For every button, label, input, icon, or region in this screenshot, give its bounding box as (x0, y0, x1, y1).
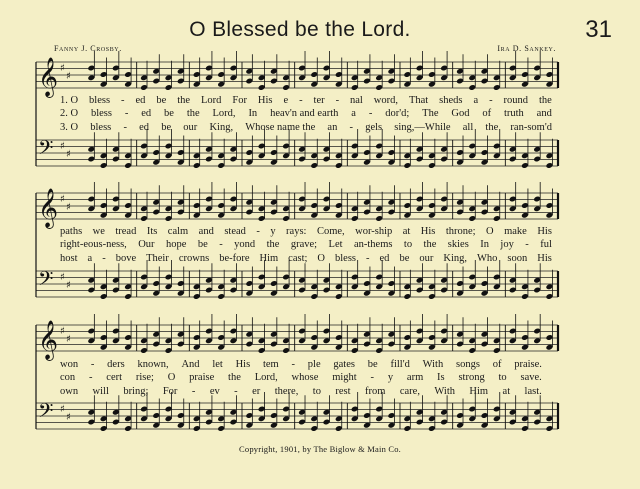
lyric-syllable: For (232, 95, 247, 106)
lyric-syllable: be (367, 359, 378, 370)
lyric-syllable: let (212, 359, 223, 370)
lyric-syllable: praise (189, 372, 215, 384)
lyric-syllable: Lord, (254, 372, 278, 384)
lyrics-system-1 (60, 94, 552, 134)
lyric-syllable: Let (328, 239, 343, 251)
sharp-icon: ♯ (66, 71, 71, 82)
lyric-syllable: - (366, 252, 370, 264)
lyric-syllable: Lord, (212, 108, 236, 120)
lyric-syllable: - (88, 372, 93, 384)
lyric-syllable: right-eous-ness, (60, 239, 127, 251)
lyric-syllable: from (365, 385, 386, 397)
lyric-syllable: our (183, 121, 198, 133)
lyric-syllable: ed (135, 95, 146, 106)
lyric-syllable: the (423, 239, 437, 251)
lyric-syllable: tem (262, 359, 279, 370)
lyric-syllable: con (60, 372, 76, 384)
lyric-syllable: be (161, 121, 172, 133)
lyric-syllable: songs (455, 359, 480, 370)
lyric-syllable: ev (209, 385, 220, 397)
lyric-line (60, 371, 542, 384)
lyric-syllable: an (327, 121, 338, 133)
lyric-syllable: Our (138, 239, 155, 251)
lyric-syllable: sing,—While (394, 121, 451, 133)
lyric-syllable: - (121, 95, 125, 106)
lyric-syllable: will (92, 385, 109, 397)
lyric-syllable: and (536, 108, 552, 120)
lyric-syllable: be (156, 95, 167, 106)
lyric-syllable: be (399, 252, 410, 264)
lyric-syllable: ed (141, 108, 152, 120)
lyric-syllable: to (312, 385, 321, 397)
sharp-icon: ♯ (60, 326, 65, 337)
composer-credit: Ira D. Sankey. (497, 44, 556, 53)
lyric-syllable: That (408, 95, 429, 106)
lyric-syllable: In (480, 239, 489, 251)
lyric-syllable: bring; (123, 385, 149, 397)
lyric-syllable: ter (313, 95, 325, 106)
lyric-syllable: at (402, 226, 411, 237)
lyric-syllable: rise; (135, 372, 154, 384)
lyric-syllable: er (252, 385, 261, 397)
lyric-syllable: 1. O (60, 95, 79, 106)
lyric-syllable: With (422, 359, 444, 370)
lyric-syllable: there, (274, 385, 299, 397)
author-credit: Fanny J. Crosby. (54, 44, 122, 53)
sharp-icon: ♯ (66, 202, 71, 213)
lyric-syllable: - (349, 121, 354, 133)
lyric-syllable: - (525, 239, 529, 251)
lyric-syllable: word, (373, 95, 399, 106)
lyric-syllable: Is (437, 372, 445, 384)
lyric-syllable: Come, (316, 226, 345, 237)
lyric-syllable: Him (259, 252, 279, 264)
lyric-syllable: known, (137, 359, 169, 370)
sharp-icon: ♯ (60, 404, 65, 415)
lyric-syllable: God (451, 108, 470, 120)
lyric-syllable: arm (406, 372, 424, 384)
lyric-syllable: nal (350, 95, 363, 106)
lyric-syllable: - (90, 359, 95, 370)
lyric-syllable: fill'd (390, 359, 410, 370)
lyric-syllable: King, (209, 121, 234, 133)
lyric-syllable: And (181, 359, 200, 370)
lyric-syllable: the (266, 239, 280, 251)
lyric-syllable: 3. O (60, 121, 79, 133)
lyric-syllable: For (162, 385, 178, 397)
lyric-syllable: and (198, 226, 214, 237)
lyric-syllable: all (462, 121, 474, 133)
lyric-syllable: Its (146, 226, 158, 237)
lyric-syllable: cast; (288, 252, 308, 264)
lyric-syllable: gels (365, 121, 383, 133)
lyric-syllable: ful (540, 239, 552, 251)
lyric-syllable: of (492, 359, 502, 370)
lyric-syllable: Their (146, 252, 169, 264)
lyric-syllable: His (420, 226, 436, 237)
sharp-icon: ♯ (60, 194, 65, 205)
lyric-syllable: ed (379, 252, 390, 264)
lyric-line (60, 94, 552, 107)
lyric-syllable: rays: (286, 226, 307, 237)
lyric-syllable: bless (89, 95, 111, 106)
hymn-title: O Blessed be the Lord. (189, 18, 411, 41)
lyric-syllable: calm (167, 226, 189, 237)
lyric-syllable: a (473, 95, 479, 106)
lyric-syllable: hope (166, 239, 187, 251)
lyric-syllable: a (87, 252, 93, 264)
lyric-syllable: might (332, 372, 357, 384)
lyric-syllable: host (60, 252, 78, 264)
lyric-syllable: round (503, 95, 529, 106)
sharp-icon: ♯ (60, 141, 65, 152)
lyric-syllable: - (370, 372, 375, 384)
lyric-syllable: King, (443, 252, 467, 264)
lyric-syllable: the (186, 108, 200, 120)
lyric-syllable: - (256, 226, 260, 237)
lyric-syllable: dor'd; (385, 108, 410, 120)
sharp-icon: ♯ (66, 334, 71, 345)
copyright-notice: Copyright, 1901, by The Biglow & Main Co. (239, 444, 401, 454)
lyric-syllable: we (92, 226, 105, 237)
lyric-syllable: Lord (200, 95, 222, 106)
lyric-line (60, 358, 542, 371)
lyric-syllable: His (537, 226, 552, 237)
treble-clef-icon: 𝄞 (38, 320, 59, 360)
lyric-syllable: own (60, 385, 79, 397)
lyric-syllable: - (219, 239, 223, 251)
lyric-syllable: 2. O (60, 108, 79, 120)
lyric-syllable: to (403, 239, 413, 251)
lyric-line (60, 225, 552, 238)
lyric-syllable: paths (60, 226, 83, 237)
lyric-syllable: - (234, 385, 238, 397)
lyric-syllable: the (228, 372, 241, 384)
lyric-syllable: grave; (290, 239, 318, 251)
lyric-syllable: e (283, 95, 289, 106)
lyric-syllable: strong (458, 372, 485, 384)
lyric-syllable: be-fore (219, 252, 250, 264)
lyric-syllable: heav'n and earth (270, 108, 339, 120)
lyric-syllable: - (102, 252, 106, 264)
lyric-syllable: - (291, 359, 295, 370)
treble-clef-icon: 𝄞 (38, 57, 59, 97)
lyric-syllable: bove (115, 252, 137, 264)
lyric-syllable: - (124, 108, 129, 120)
lyric-syllable: gates (333, 359, 355, 370)
lyric-syllable: stead (224, 226, 246, 237)
lyric-syllable: joy (500, 239, 514, 251)
lyric-line (60, 252, 552, 265)
lyric-syllable: - (368, 108, 373, 120)
sharp-icon: ♯ (60, 272, 65, 283)
lyric-syllable: - (191, 385, 196, 397)
lyric-syllable: make (504, 226, 527, 237)
lyric-line (60, 238, 552, 251)
lyric-syllable: throne; (445, 226, 476, 237)
lyric-syllable: His (257, 95, 273, 106)
lyric-syllable: Whose name the (245, 121, 316, 133)
lyric-syllable: O (317, 252, 326, 264)
lyric-syllable: be (164, 108, 174, 120)
lyric-syllable: be (197, 239, 208, 251)
lyric-syllable: Who (476, 252, 498, 264)
lyrics-system-2 (60, 225, 552, 265)
lyric-syllable: rest (335, 385, 351, 397)
lyric-syllable: In (248, 108, 258, 120)
lyric-syllable: an-thems (353, 239, 393, 251)
lyric-line (60, 107, 552, 120)
sharp-icon: ♯ (66, 412, 71, 423)
lyric-syllable: ed (139, 121, 150, 133)
sharp-icon: ♯ (66, 280, 71, 291)
hymn-number: 31 (585, 16, 612, 43)
lyric-syllable: the (485, 121, 499, 133)
lyric-syllable: save. (520, 372, 542, 384)
lyric-line (60, 385, 542, 398)
lyric-syllable: cert (106, 372, 123, 384)
lyric-syllable: our (419, 252, 434, 264)
lyric-syllable: wor-ship (355, 226, 393, 237)
lyric-syllable: to (498, 372, 507, 384)
lyrics-system-3 (60, 358, 542, 398)
lyric-syllable: crowns (178, 252, 210, 264)
lyric-syllable: care, (399, 385, 420, 397)
sharp-icon: ♯ (60, 63, 65, 74)
sharp-icon: ♯ (66, 149, 71, 160)
lyric-syllable: truth (503, 108, 524, 120)
lyric-syllable: With (434, 385, 455, 397)
lyric-syllable: Him (469, 385, 489, 397)
lyric-line (60, 121, 552, 134)
lyric-syllable: tread (115, 226, 137, 237)
lyric-syllable: soon (507, 252, 528, 264)
lyric-syllable: His (235, 359, 251, 370)
lyric-syllable: skies (447, 239, 469, 251)
lyric-syllable: - (489, 95, 493, 106)
lyric-syllable: yond (234, 239, 256, 251)
lyric-syllable: whose (291, 372, 319, 384)
lyric-syllable: y (387, 372, 394, 384)
lyric-syllable: bless (335, 252, 357, 264)
lyric-syllable: The (422, 108, 439, 120)
treble-clef-icon: 𝄞 (38, 188, 59, 228)
lyric-syllable: sheds (439, 95, 463, 106)
lyric-syllable: O (486, 226, 494, 237)
bass-clef-icon: 𝄢 (38, 399, 54, 427)
lyric-syllable: praise. (514, 359, 542, 370)
lyric-syllable: y (270, 226, 276, 237)
lyric-syllable: ders (107, 359, 125, 370)
lyric-syllable: ran-som'd (510, 121, 552, 133)
lyric-syllable: O (167, 372, 176, 384)
lyric-syllable: - (335, 95, 340, 106)
lyric-syllable: the (177, 95, 191, 106)
lyric-syllable: of (482, 108, 492, 120)
lyric-syllable: a (351, 108, 356, 120)
lyric-syllable: won (60, 359, 79, 370)
lyric-syllable: the (539, 95, 552, 106)
lyric-syllable: bless (90, 121, 112, 133)
bass-clef-icon: 𝄢 (38, 136, 54, 164)
lyric-syllable: ple (307, 359, 321, 370)
lyric-syllable: at (502, 385, 511, 397)
bass-clef-icon: 𝄢 (38, 267, 54, 295)
lyric-syllable: - (299, 95, 303, 106)
lyric-syllable: - (123, 121, 127, 133)
lyric-syllable: His (537, 252, 552, 264)
lyric-syllable: last. (524, 385, 542, 397)
lyric-syllable: bless (90, 108, 112, 120)
